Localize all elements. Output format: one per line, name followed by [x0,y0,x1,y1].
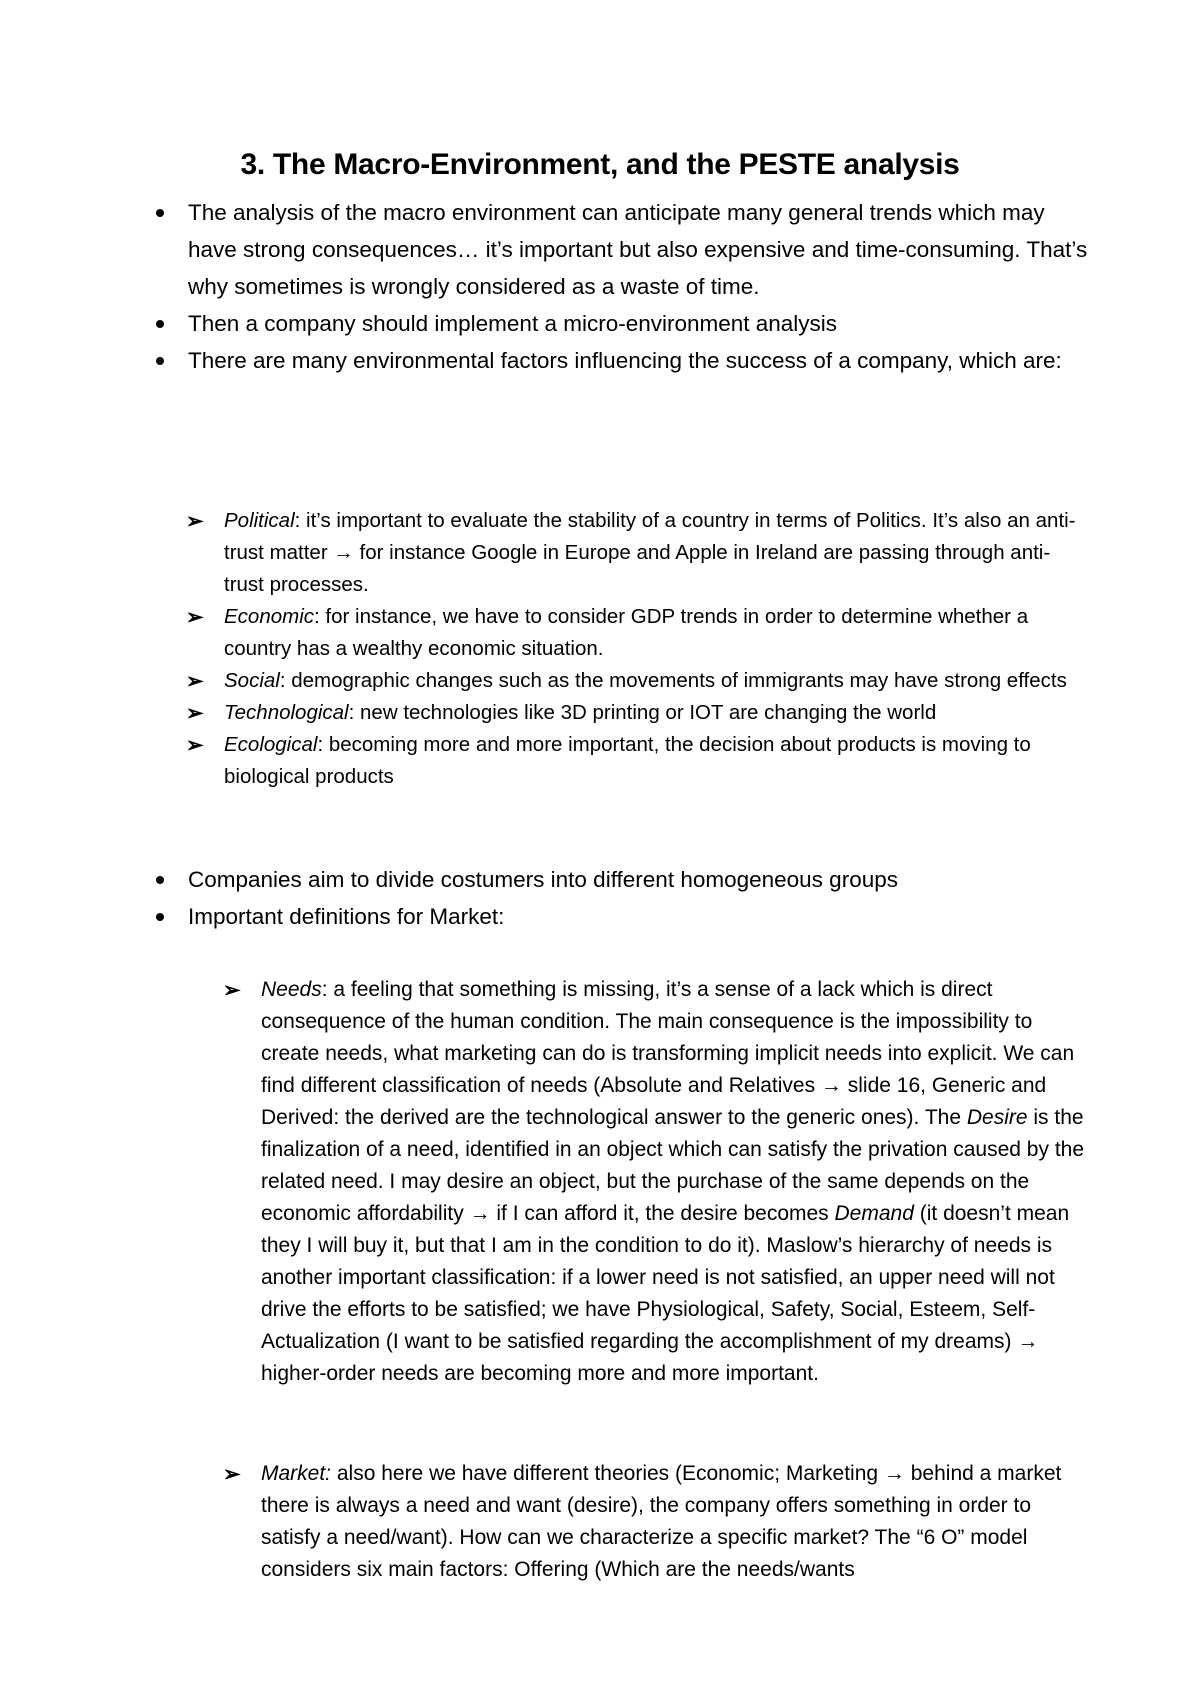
bullet-dot-icon [156,209,164,217]
market-definition-list [223,1458,1091,1586]
list-item [186,505,1084,601]
list-item [186,697,1084,729]
market-term: Market: [261,1462,332,1485]
list-item-text: Then a company should implement a micro-environment analysis [188,311,838,336]
factor-text: : new technologies like 3D printing or IOT are changing the world [348,701,937,724]
list-item-text: There are many environmental factors influencing the success of a company, which are: [188,348,1062,373]
factor-term: Technological [224,701,349,724]
needs-text-part1: : a feeling that something is missing, it’s a sense of a lack which is direct consequence of the human condition. The main consequence is the impossibility to create needs, what marketing can do is transforming implicit needs into explicit. We can find different classification of needs (Absolute and Relatives → slide 16, Generic and Derived: the derived are the technological answer to the generic ones). The [261,978,1075,1129]
needs-definition-list [223,974,1091,1390]
page-title: 3. The Macro-Environment, and the PESTE analysis [240,148,960,181]
market-bullet-list [188,861,1088,935]
desire-term: Desire [966,1106,1028,1129]
peste-factor-list [186,505,1084,793]
bullet-dot-icon [156,876,164,884]
demand-term: Demand [834,1202,914,1225]
list-item [223,974,1091,1390]
factor-term: Political [224,509,295,532]
list-item [186,729,1084,793]
list-item [188,898,1088,935]
list-item [188,861,1088,898]
needs-text-part3: (it doesn’t mean they I will buy it, but that I am in the condition to do it). Maslow’s hierarchy of needs is another important classification: if a lower need is not satisfied, an upper need will not drive the efforts to be satisfied; we have Physiological, Safety, Social, Esteem, Self-Actualization (I want to be satisfied regarding the accomplishment of my dreams) → higher-order needs are becoming more and more important. [261,1202,1070,1385]
list-item-text: The analysis of the macro environment can anticipate many general trends which may have strong consequences… it’s important but also expensive and time-consuming. That’s why sometimes is wrongly considered as a waste of time. [188,200,1088,299]
arrow-bullet-icon: ➢ [186,702,204,725]
arrow-bullet-icon: ➢ [186,510,204,533]
needs-term: Needs [261,978,322,1001]
factor-text: : demographic changes such as the movements of immigrants may have strong effects [279,669,1067,692]
list-item [223,1458,1091,1586]
list-item [186,601,1084,665]
factor-text: : becoming more and more important, the decision about products is moving to biological products [224,733,1031,788]
factor-term: Social [224,669,280,692]
arrow-bullet-icon: ➢ [186,734,204,757]
bullet-dot-icon [156,913,164,921]
intro-bullet-list [188,194,1088,379]
list-item [186,665,1084,697]
list-item-text: Companies aim to divide costumers into different homogeneous groups [188,867,898,892]
market-text: also here we have different theories (Economic; Marketing → behind a market there is always a need and want (desire), the company offers something in order to satisfy a need/want). How can we characterize a specific market? The “6 O” model considers six main factors: Offering (Which are the needs/wants [261,1462,1062,1581]
arrow-bullet-icon: ➢ [186,670,204,693]
arrow-bullet-icon: ➢ [186,606,204,629]
list-item-text: Important definitions for Market: [188,904,505,929]
arrow-bullet-icon: ➢ [223,979,241,1002]
bullet-dot-icon [156,357,164,365]
list-item [188,342,1088,379]
list-item [188,305,1088,342]
factor-text: : it’s important to evaluate the stability of a country in terms of Politics. It’s also an anti-trust matter → for instance Google in Europe and Apple in Ireland are passing through anti-trust processes. [224,509,1076,596]
arrow-bullet-icon: ➢ [223,1463,241,1486]
factor-text: : for instance, we have to consider GDP trends in order to determine whether a country has a wealthy economic situation. [224,605,1029,660]
list-item [188,194,1088,305]
bullet-dot-icon [156,320,164,328]
factor-term: Economic [224,605,315,628]
factor-term: Ecological [224,733,318,756]
needs-text-part2: is the finalization of a need, identified in an object which can satisfy the privation caused by the related need. I may desire an object, but the purchase of the same depends on the economic affordability → if I can afford it, the desire becomes [261,1106,1085,1225]
